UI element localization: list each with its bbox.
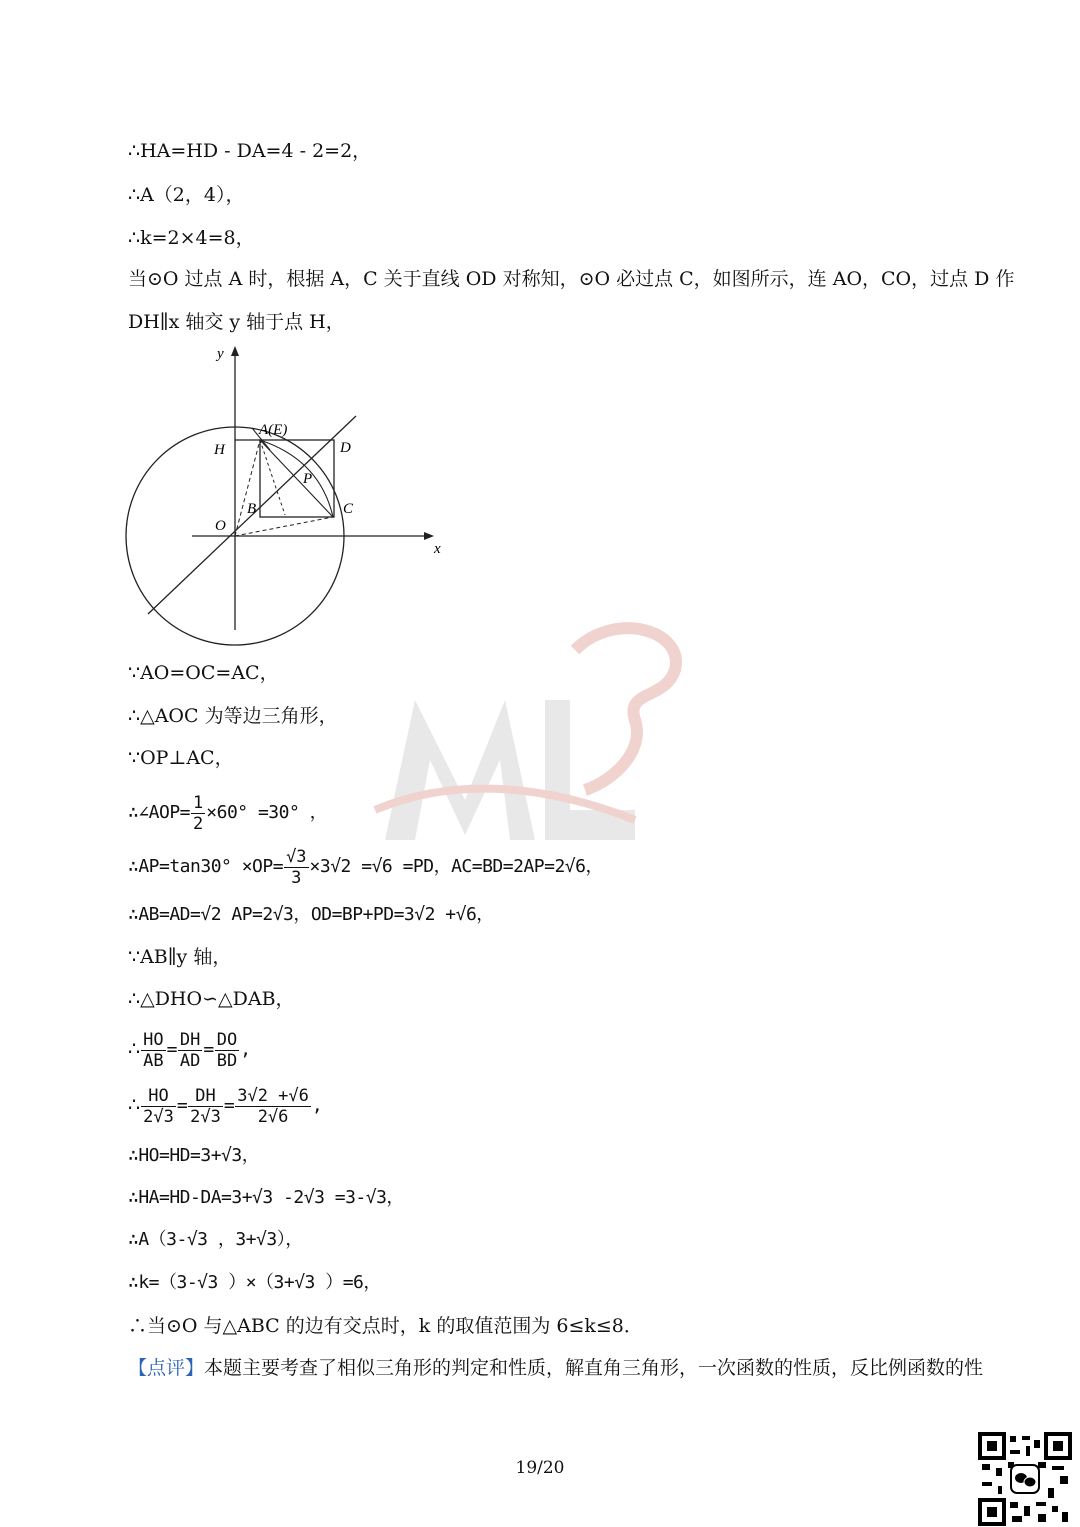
label-a: A(E) — [259, 422, 288, 438]
line-k-8: ∴k=2×4=8， — [128, 227, 255, 249]
line-comment: 【点评】本题主要考查了相似三角形的判定和性质，解直角三角形，一次函数的性质，反比例函数的性 — [128, 1357, 984, 1379]
line-angle-aop: ∴∠AOP= $\frac{1}{2}$ ×60° =30° ， — [128, 792, 328, 834]
line-ho-hd: ∴HO=HD=3+√3， — [128, 1145, 260, 1166]
line-point-a-2: ∴A（3-√3 ，3+√3）， — [128, 1229, 303, 1250]
dashed-ao — [235, 440, 260, 536]
comment-tag: 【点评】 — [128, 1357, 205, 1379]
fraction-sqrt3-over-3: $\frac{√3}{3}$ — [286, 846, 307, 888]
line-ab-ad: ∴AB=AD=√2 AP=2√3，OD=BP+PD=3√2 +√6， — [128, 904, 494, 925]
ml-watermark-logo — [335, 610, 695, 870]
fraction-ho-2sqrt3: $\frac{HO}{2√3}$ — [143, 1085, 174, 1127]
label-x: x — [434, 541, 441, 557]
line-range: ∴当⊙O 与△ABC 的边有交点时，k 的取值范围为 6≤k≤8． — [128, 1315, 643, 1337]
line-point-a: ∴A（2，4）， — [128, 184, 245, 206]
line-ao-oc-ac: ∵AO=OC=AC， — [128, 662, 279, 684]
line-ap: ∴AP=tan30° ×OP= $\frac{√3}{3}$ ×3√2 =√6 =PD，AC=BD=2AP=2√6， — [128, 846, 603, 888]
label-p: P — [303, 471, 313, 487]
fraction-big: $\frac{3√2 +√6}{2√6}$ — [237, 1085, 309, 1127]
line-similar: ∴△DHO∽△DAB， — [128, 988, 295, 1010]
line-k-6: ∴k=（3-√3 ）×（3+√3 ）=6， — [128, 1272, 381, 1293]
dashed-co — [235, 517, 333, 536]
line-ha-2: ∴HA=HD-DA=3+√3 -2√3 =3-√3， — [128, 1187, 404, 1208]
geometry-figure — [120, 340, 460, 650]
fraction-half: $\frac{1}{2}$ — [193, 792, 204, 834]
y-axis-arrow — [231, 346, 239, 356]
label-d: D — [340, 440, 351, 456]
fraction-do-bd: $\frac{DO}{BD}$ — [216, 1029, 238, 1071]
line-ha: ∴HA=HD - DA=4 - 2=2， — [128, 140, 372, 162]
line-equilateral: ∴△AOC 为等边三角形， — [128, 705, 338, 727]
line-ratio-1: ∴ $\frac{HO}{AB}$ = $\frac{DH}{AD}$ = $\frac{DO}{BD}$ , — [128, 1029, 251, 1071]
label-y: y — [217, 346, 224, 362]
label-o: O — [215, 518, 226, 534]
line-ac — [260, 440, 333, 517]
x-axis-arrow — [424, 532, 434, 540]
fraction-dh-ad: $\frac{DH}{AD}$ — [179, 1029, 201, 1071]
qr-code-icon — [978, 1432, 1072, 1526]
label-c: C — [343, 501, 354, 517]
label-b: B — [247, 501, 257, 517]
page-number: 19/20 — [515, 1458, 565, 1478]
fraction-dh-2sqrt3: $\frac{DH}{2√3}$ — [190, 1085, 221, 1127]
label-h: H — [214, 442, 225, 458]
line-ab-parallel-y: ∵AB∥y 轴， — [128, 946, 232, 968]
line-dh-parallel: DH∥x 轴交 y 轴于点 H， — [128, 311, 345, 333]
line-ratio-2: ∴ $\frac{HO}{2√3}$ = $\frac{DH}{2√3}$ = $\frac{3√2 +√6}{2√6}$ , — [128, 1085, 323, 1127]
line-op-perp: ∵OP⊥AC， — [128, 747, 234, 769]
fraction-ho-ab: $\frac{HO}{AB}$ — [143, 1029, 164, 1071]
line-when-circle: 当⊙O 过点 A 时，根据 A，C 关于直线 OD 对称知，⊙O 必过点 C，如图所示，连 AO，CO，过点 D 作 — [128, 268, 1015, 290]
